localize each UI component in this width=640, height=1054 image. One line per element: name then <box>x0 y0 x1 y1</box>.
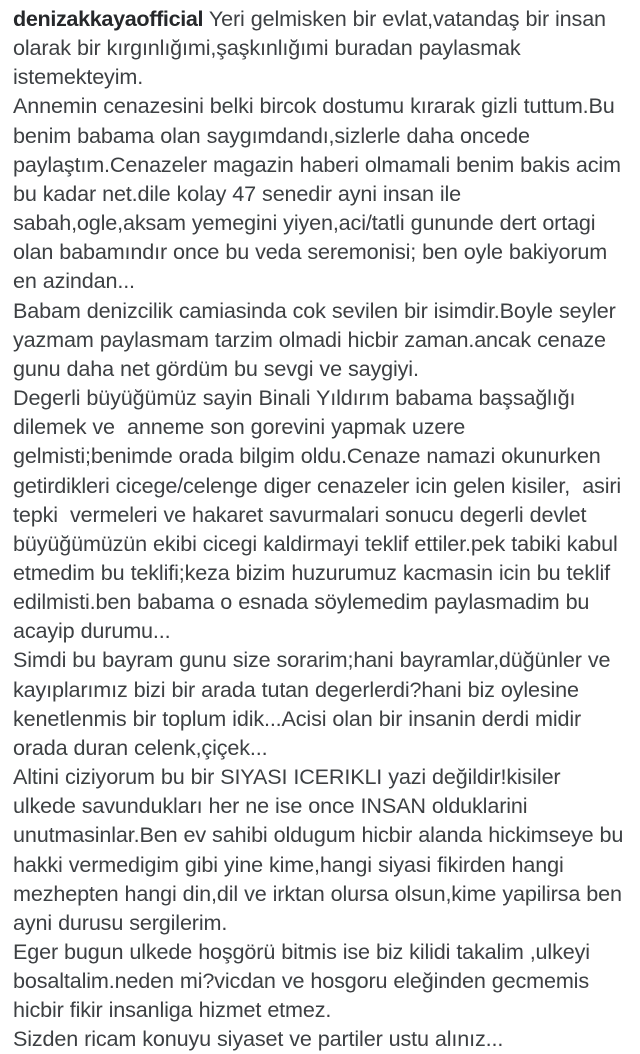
caption-paragraph-2: Annemin cenazesini belki bircok dostumu kırarak gizli tuttum.Bu benim babama olan saygımdandı,sizlerle daha oncede paylaştım.Cenazeler magazin haberi olmamali benim bakis acim bu kadar net.dile kolay 47 senedir ayni insan ile sabah,ogle,aksam yemegini yiyen,aci/tatli gununde dert ortagi olan babamındır once bu veda seremonisi; ben oyle bakiyorum en azindan... <box>13 93 627 294</box>
caption-paragraph-1-text: Yeri gelmisken bir evlat,vatandaş bir insan olarak bir kırgınlığımi,şaşkınlığımi buradan paylasmak istemekteyim. <box>13 6 612 90</box>
username-link[interactable]: denizakkayaofficial <box>13 6 204 31</box>
caption-paragraph-1 <box>13 4 626 91</box>
caption-text-block <box>13 4 630 1054</box>
caption-paragraph-6: Altini ciziyorum bu bir SIYASI ICERIKLI yazi değildir!kisiler ulkede savundukları her ne ise once INSAN olduklarini unutmasinlar.Ben ev sahibi oldugum hicbir alanda hickimseye bu hakki vermedigim gibi yine kime,hangi siyasi fikirden hangi mezhepten hangi din,dil ve irktan olursa olsun,kime yapilirsa ben ayni durusu sergilerim. <box>13 764 630 935</box>
caption-paragraph-4: Degerli büyüğümüz sayin Binali Yıldırım babama başsağlığı dilemek ve anneme son gorevini yapmak uzere gelmisti;benimde orada bilgim oldu.Cenaze namazi okunurken getirdikleri cicege/celenge diger cenazeler icin gelen kisiler, asiri tepki vermeleri ve hakaret savurmalari sonucu degerli devlet büyüğümüzün ekibi cicegi kaldirmayi teklif ettiler.pek tabiki kabul etmedim bu teklifi;keza bizim huzurumuz kacmasin icin bu teklif edilmisti.ben babama o esnada söylemedim paylasmadim bu acayip durumu... <box>13 385 628 644</box>
caption-paragraph-3: Babam denizcilik camiasinda cok sevilen bir isimdir.Boyle seyler yazmam paylasmam tarzim olmadi hicbir zaman.ancak cenaze gunu daha net gördüm bu sevgi ve saygiyi. <box>13 297 622 381</box>
caption-paragraph-8: Sizden ricam konuyu siyaset ve partiler ustu alınız... <box>13 1026 504 1052</box>
caption-paragraph-7: Eger bugun ulkede hoşgörü bitmis ise biz kilidi takalim ,ulkeyi bosaltalim.neden mi?vicdan ve hosgoru eleğinden gecmemis hicbir fikir insanliga hizmet etmez. <box>13 939 596 1023</box>
caption-paragraph-5: Simdi bu bayram gunu size sorarim;hani bayramlar,düğünler ve kayıplarımız bizi bir arada tutan degerlerdi?hani biz oylesine kenetlenmis bir toplum idik...Acisi olan bir insanin derdi midir orada duran celenk,çiçek... <box>13 647 617 760</box>
